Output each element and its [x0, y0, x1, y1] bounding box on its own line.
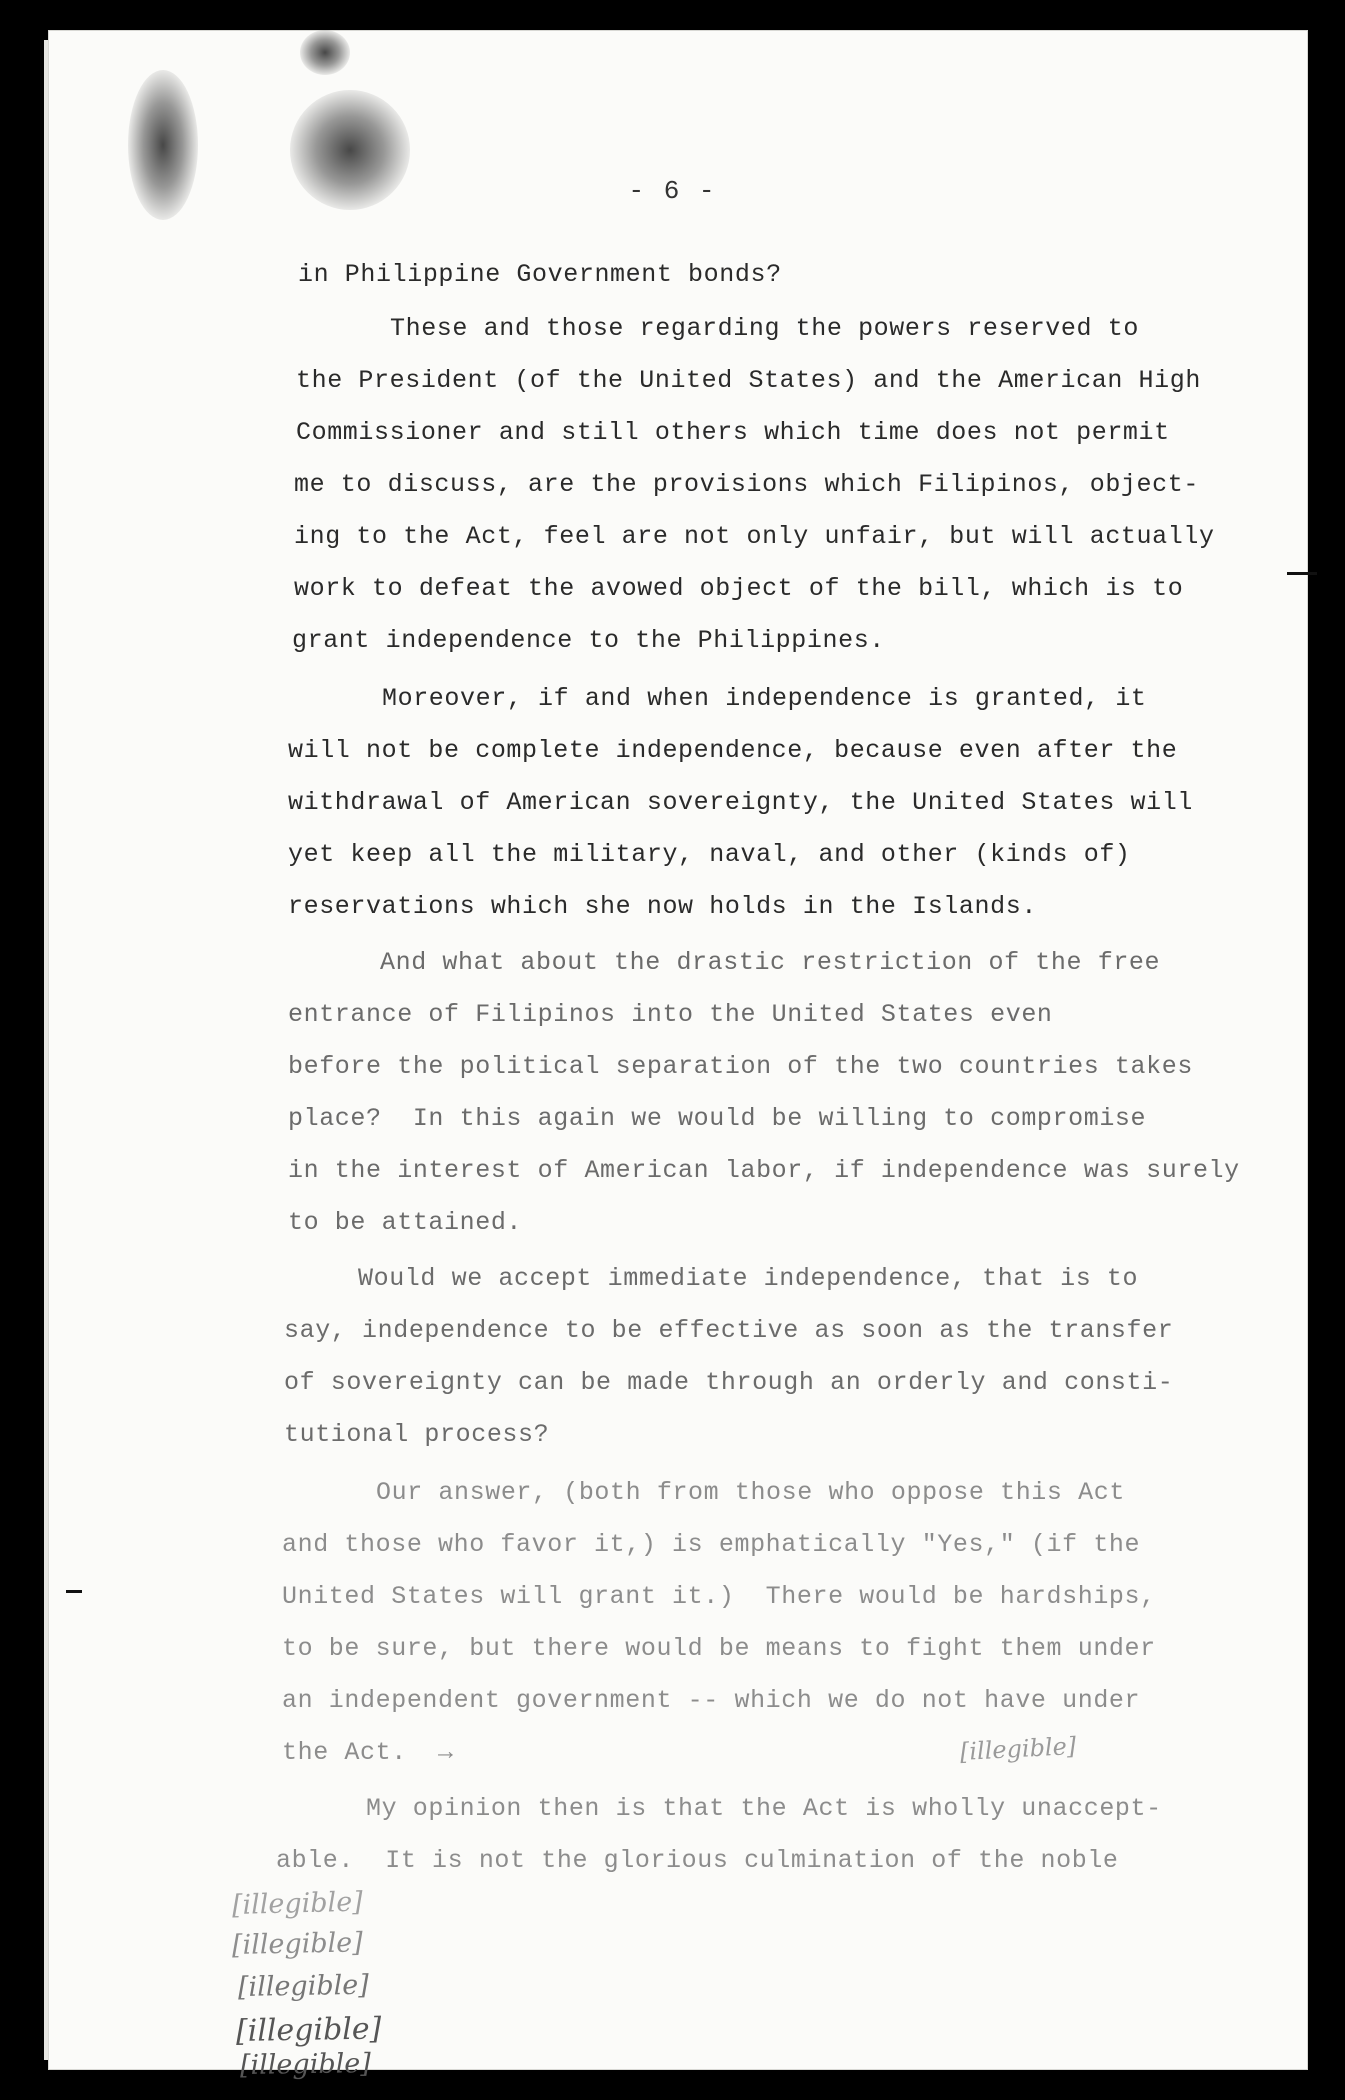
text-line: in Philippine Government bonds?	[298, 260, 782, 289]
text-line: United States will grant it.) There would be hardships,	[282, 1582, 1156, 1611]
text-line: reservations which she now holds in the Islands.	[288, 892, 1037, 921]
handwritten-annotation: [illegible]	[237, 1969, 370, 2003]
text-line: place? In this again we would be willing to compromise	[288, 1104, 1147, 1133]
text-line: and those who favor it,) is emphatically "Yes," (if the	[282, 1530, 1141, 1559]
text-line: work to defeat the avowed object of the bill, which is to	[294, 574, 1184, 603]
text-line: These and those regarding the powers reserved to	[390, 314, 1139, 343]
text-line: able. It is not the glorious culmination of the noble	[276, 1846, 1119, 1875]
text-line: My opinion then is that the Act is wholly unaccept-	[366, 1794, 1162, 1823]
handwritten-annotation: [illegible]	[959, 1731, 1077, 1766]
text-line: the President (of the United States) and the American High	[296, 366, 1201, 395]
text-line: yet keep all the military, naval, and other (kinds of)	[288, 840, 1131, 869]
text-line: Commissioner and still others which time does not permit	[296, 418, 1170, 447]
margin-mark	[66, 1590, 82, 1593]
handwritten-annotation: [illegible]	[235, 2011, 382, 2049]
text-line: ing to the Act, feel are not only unfair, but will actually	[294, 522, 1215, 551]
text-line: an independent government -- which we do not have under	[282, 1686, 1141, 1715]
text-line: the Act. →	[282, 1738, 454, 1767]
handwritten-annotation: [illegible]	[239, 2048, 371, 2081]
text-line: in the interest of American labor, if independence was surely	[288, 1156, 1240, 1185]
margin-mark	[1287, 572, 1317, 575]
handwritten-annotation: [illegible]	[231, 1927, 364, 1961]
text-line: to be attained.	[288, 1208, 523, 1237]
ink-smudge	[300, 30, 350, 75]
page-number: - 6 -	[628, 176, 717, 206]
text-line: entrance of Filipinos into the United States even	[288, 1000, 1053, 1029]
text-line: before the political separation of the two countries takes	[288, 1052, 1193, 1081]
text-line: will not be complete independence, because even after the	[288, 736, 1178, 765]
text-line: Moreover, if and when independence is granted, it	[382, 684, 1147, 713]
text-line: grant independence to the Philippines.	[292, 626, 885, 655]
text-line: Our answer, (both from those who oppose this Act	[376, 1478, 1125, 1507]
text-line: me to discuss, are the provisions which Filipinos, object-	[294, 470, 1199, 499]
handwritten-annotation: [illegible]	[231, 1886, 364, 1921]
text-line: of sovereignty can be made through an orderly and consti-	[284, 1368, 1174, 1397]
text-line: And what about the drastic restriction of the free	[380, 948, 1161, 977]
text-line: Would we accept immediate independence, that is to	[358, 1264, 1139, 1293]
text-line: withdrawal of American sovereignty, the United States will	[288, 788, 1193, 817]
text-line: say, independence to be effective as soon as the transfer	[284, 1316, 1174, 1345]
text-line: tutional process?	[284, 1420, 550, 1449]
text-line: to be sure, but there would be means to fight them under	[282, 1634, 1156, 1663]
